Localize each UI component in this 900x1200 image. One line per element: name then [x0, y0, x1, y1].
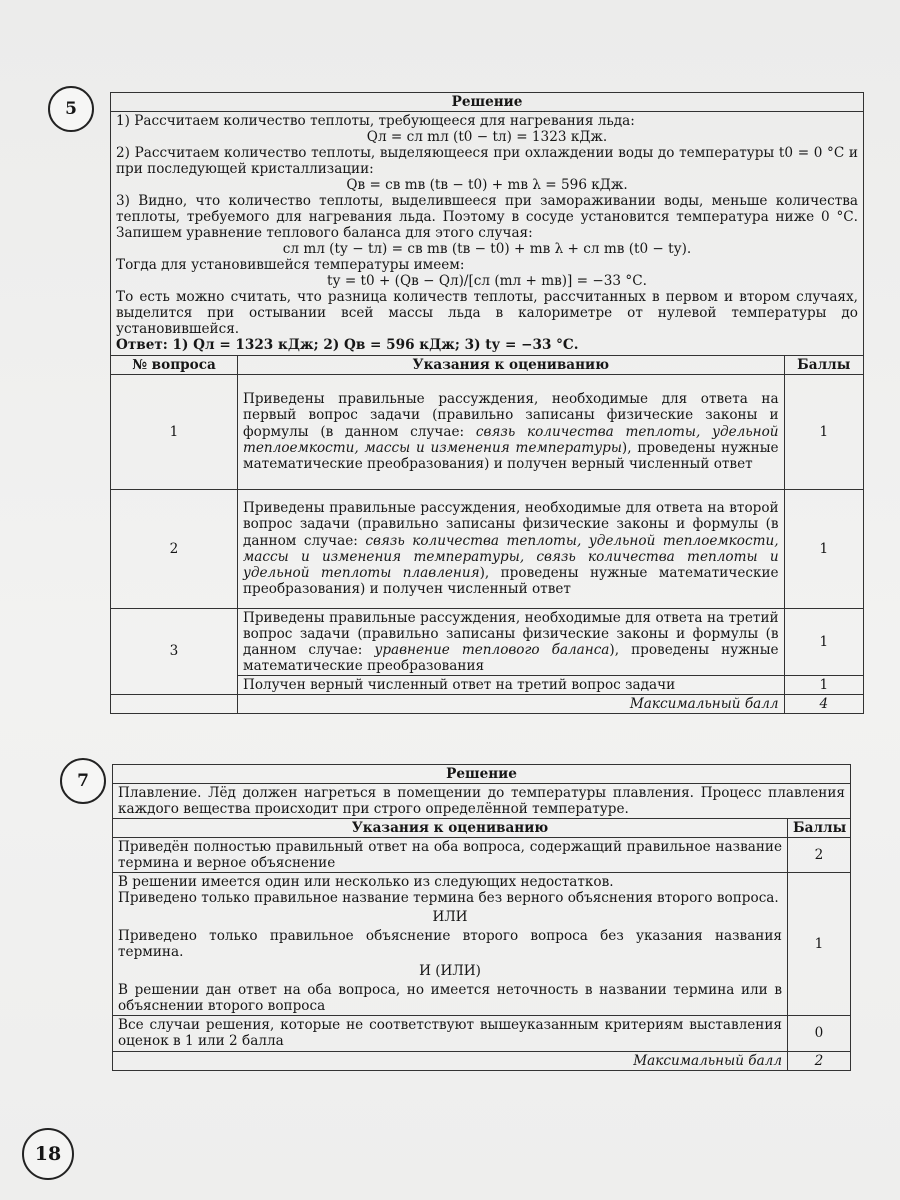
max-score-value: 4 [784, 694, 863, 713]
formula-4: tу = t0 + (Qв − Qл)/[cл (mл + mв)] = −33 °С. [327, 273, 647, 290]
criteria-text: Получен верный численный ответ на третий вопрос задачи [238, 675, 785, 694]
criteria-text: Приведены правильные рассуждения, необходимые для ответа на первый вопрос задачи (правильно записаны физические законы и формулы (в данном случае: связь количества теплоты, удельной теплоемкости, массы и изменения температуры), проведены нужные математические преобразования) и получен верный численный ответ [238, 374, 785, 489]
task-7-number: 7 [60, 758, 106, 804]
solution-step-5: То есть можно считать, что разница количеств теплоты, рассчитанных в первом и втором случаях, выделится при остывании всей массы льда в калориметре от нулевой температуры до установившейся. [116, 289, 858, 338]
solution-step-4: Тогда для установившейся температуры имеем: [116, 257, 465, 274]
question-number: 2 [111, 489, 238, 608]
header-criteria: Указания к оцениванию [238, 355, 785, 374]
table-row [111, 489, 864, 608]
max-score-label: Максимальный балл [238, 694, 785, 713]
task-5-solution-header: Решение [111, 93, 864, 112]
question-number: 1 [111, 374, 238, 489]
criteria-text: Приведены правильные рассуждения, необходимые для ответа на второй вопрос задачи (правильно записаны физические законы и формулы (в данном случае: связь количества теплоты, удельной теплоемкости, массы и изменения температуры, связь количества теплоты и удельной теплоты плавления), проведены нужные математические преобразования) и получен численный ответ [238, 489, 785, 608]
header-criteria: Указания к оцениванию [113, 819, 788, 838]
solution-answer: Ответ: 1) Qл = 1323 кДж; 2) Qв = 596 кДж; 3) tу = −33 °С. [116, 337, 579, 354]
task-7-solution-header: Решение [113, 765, 851, 784]
points: 1 [784, 675, 863, 694]
task-7-table [112, 764, 851, 1071]
points: 1 [784, 374, 863, 489]
task-5-table [110, 92, 864, 714]
criteria-text: Приведён полностью правильный ответ на оба вопроса, содержащий правильное название термина и верное объяснение [113, 838, 788, 873]
criteria-text: Приведены правильные рассуждения, необходимые для ответа на третий вопрос задачи (правильно записаны физические законы и формулы (в данном случае: уравнение теплового баланса), проведены нужные математические преобразования [238, 608, 785, 675]
table-row [113, 1016, 851, 1051]
solution-step-3: 3) Видно, что количество теплоты, выделившееся при замораживании воды, меньше количества теплоты, требуемого для нагревания льда. Поэтому в сосуде установится температура ниже 0 °С. Запишем уравнение теплового баланса для этого случая: [116, 193, 858, 242]
page-number: 18 [22, 1128, 74, 1180]
table-row [113, 838, 851, 873]
criteria-text: Все случаи решения, которые не соответствуют вышеуказанным критериям выставления оценок в 1 или 2 балла [113, 1016, 788, 1051]
max-score-row [113, 1051, 851, 1070]
task-5-number: 5 [48, 86, 94, 132]
task-5-solution [111, 112, 864, 355]
header-points: Баллы [784, 355, 863, 374]
max-score-label: Максимальный балл [113, 1051, 788, 1070]
points: 1 [784, 608, 863, 675]
formula-1: Qл = cл mл (t0 − tл) = 1323 кДж. [366, 129, 608, 146]
solution-step-1: 1) Рассчитаем количество теплоты, требующееся для нагревания льда: [116, 113, 635, 130]
formula-2: Qв = cв mв (tв − t0) + mв λ = 596 кДж. [346, 177, 628, 194]
points: 2 [788, 838, 851, 873]
task-7-solution: Плавление. Лёд должен нагреться в помещении до температуры плавления. Процесс плавления каждого вещества происходит при строго определённой температуре. [113, 784, 851, 819]
max-score-row [111, 694, 864, 713]
max-score-value: 2 [788, 1051, 851, 1070]
points: 0 [788, 1016, 851, 1051]
points: 1 [788, 873, 851, 1016]
formula-3: cл mл (tу − tл) = cв mв (tв − t0) + mв λ + cл mв (t0 − tу). [282, 241, 692, 258]
criteria-text: В решении имеется один или несколько из следующих недостатков. Приведено только правильное название термина без верного объяснения второго вопроса. ИЛИ Приведено только правильное объяснение второго вопроса без указания названия термина. И (ИЛИ) В решении дан ответ на оба вопроса, но имеется неточность в названии термина или в объяснении второго вопроса [113, 873, 788, 1016]
table-row [111, 608, 864, 675]
solution-step-2: 2) Рассчитаем количество теплоты, выделяющееся при охлаждении воды до температуры t0 = 0 °С и при последующей кристаллизации: [116, 145, 858, 178]
table-row [111, 374, 864, 489]
table-row [113, 873, 851, 1016]
question-number: 3 [111, 608, 238, 694]
header-question-number: № вопроса [111, 355, 238, 374]
header-points: Баллы [788, 819, 851, 838]
points: 1 [784, 489, 863, 608]
